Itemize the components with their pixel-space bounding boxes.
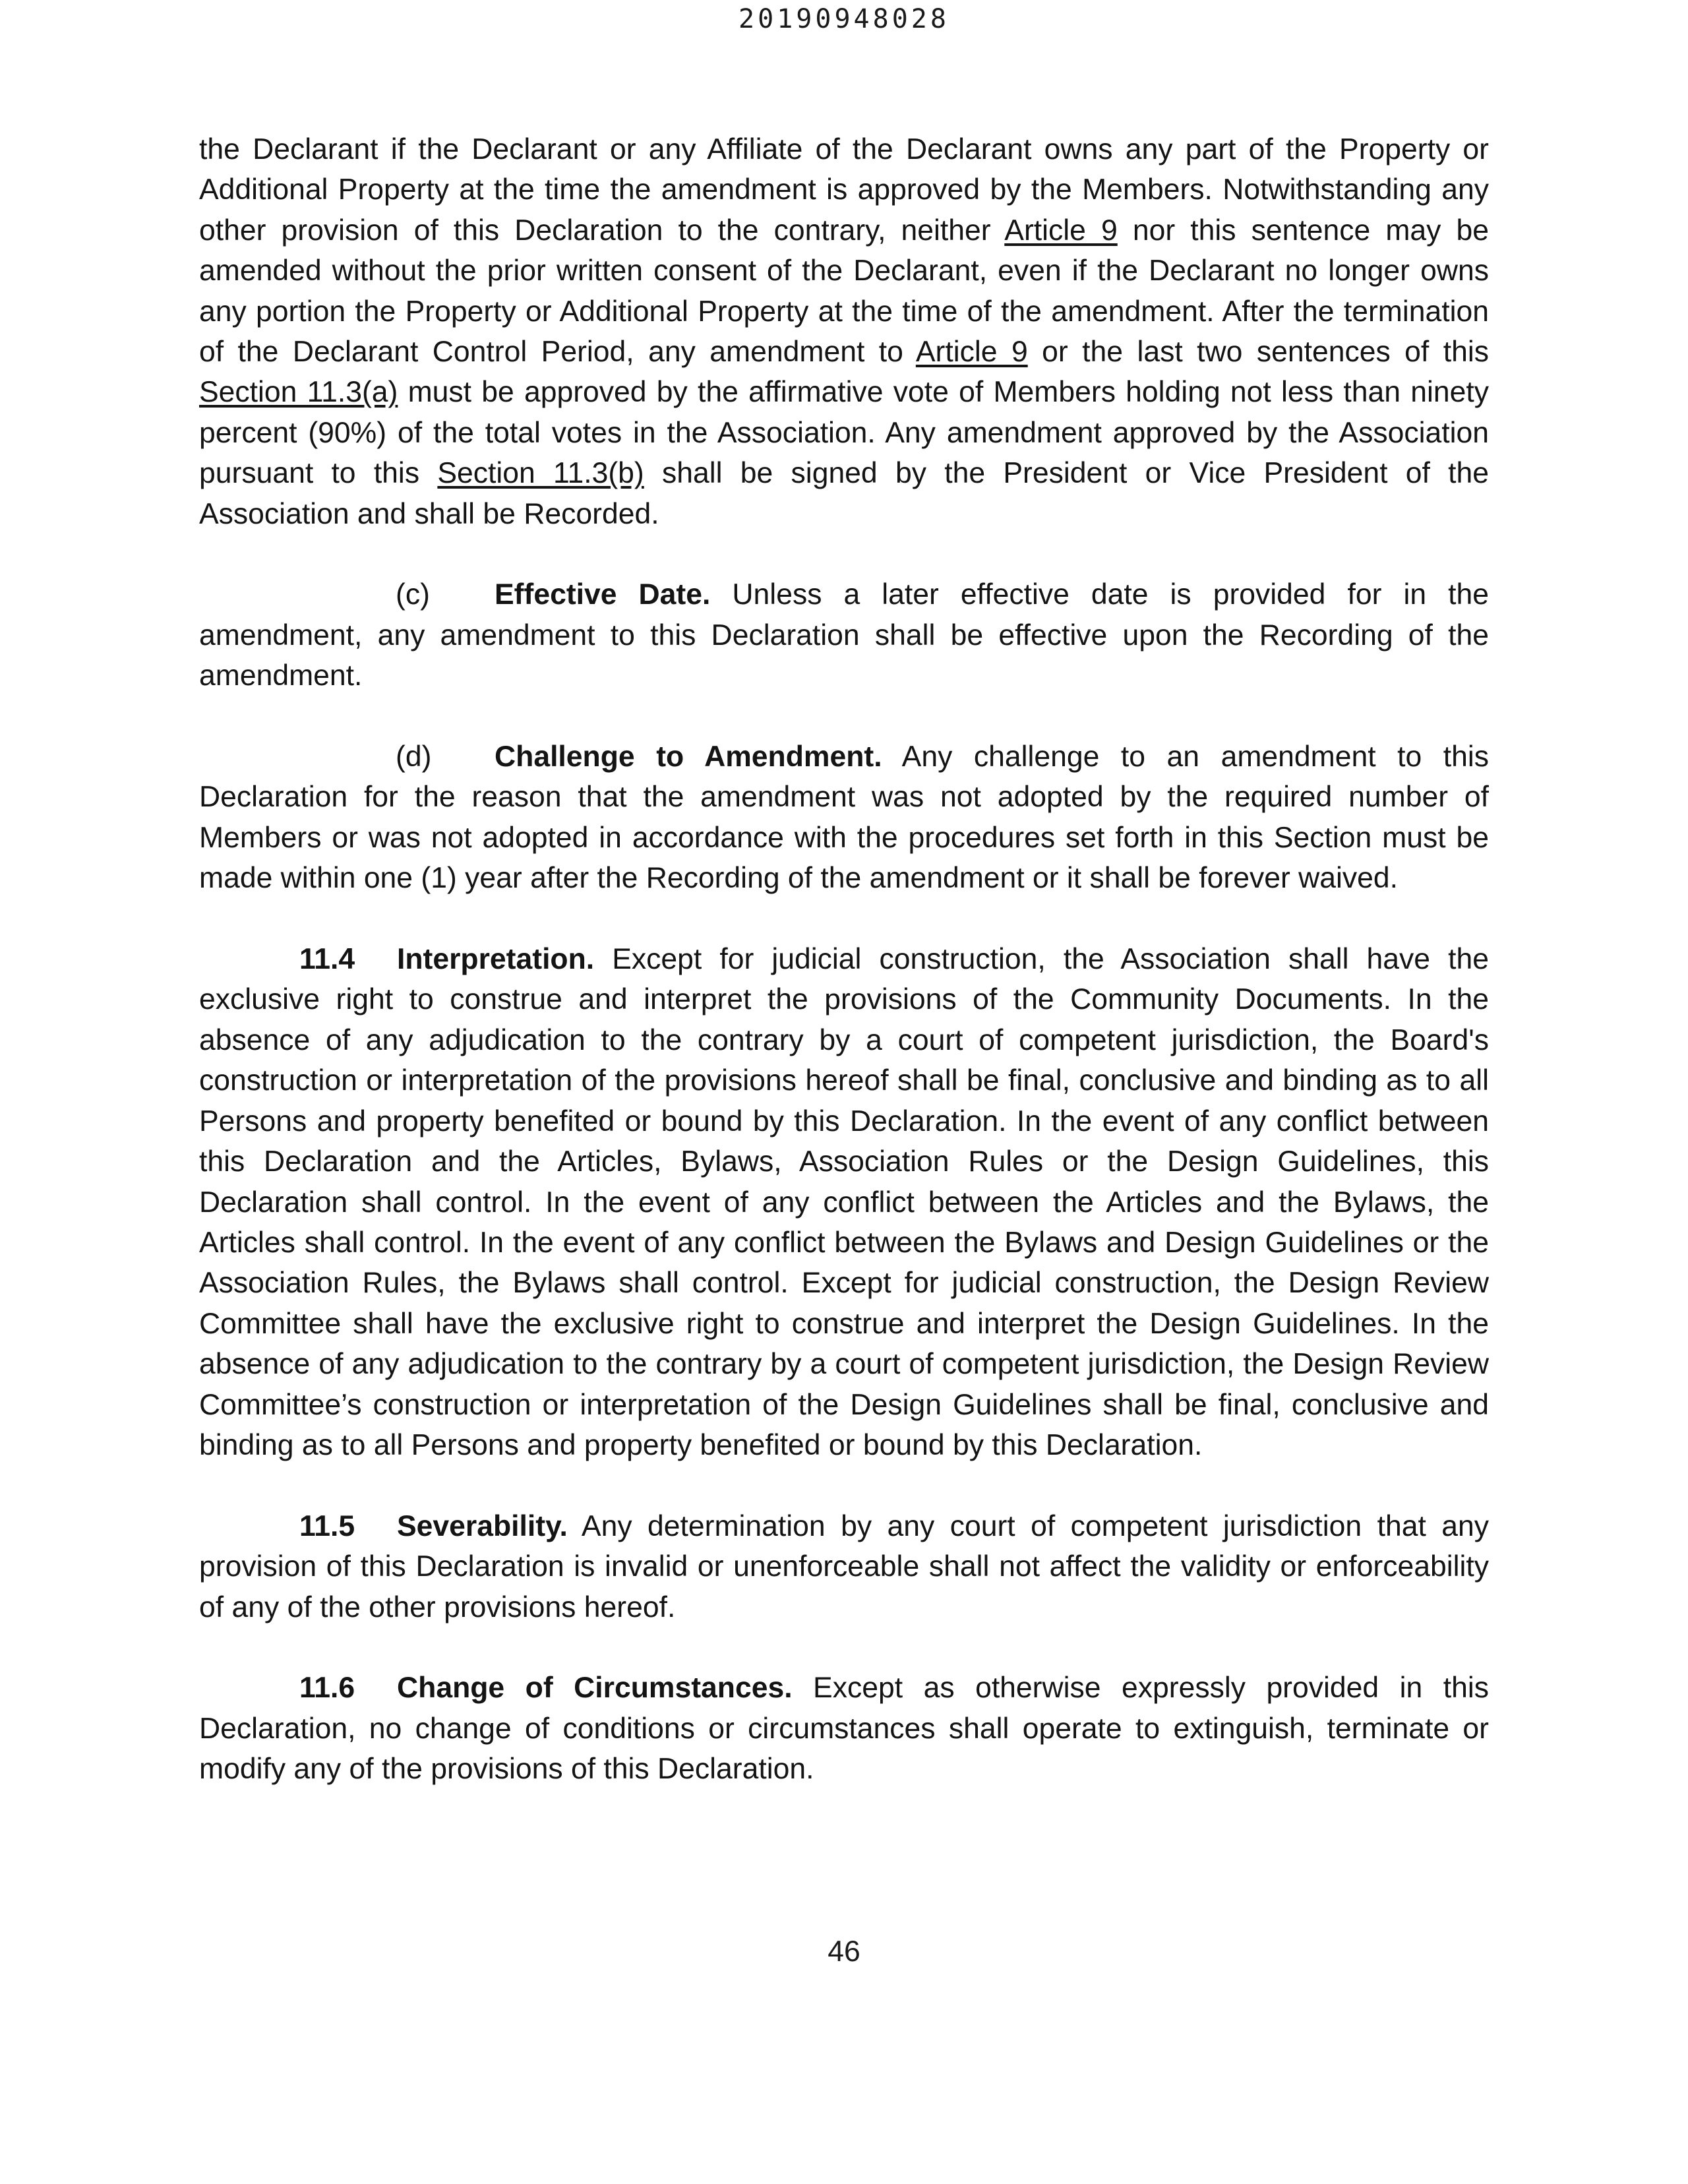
page-number: 46 bbox=[828, 1935, 860, 1968]
subsection-text: Any challenge to an amendment to this Declaration for the reason that the amendment was not adopted by the required number of Members or was not adopted in accordance with the procedures set forth in this Section must be made within one (1) year after the Recording of the amendment or it shall be forever waived. bbox=[199, 741, 1490, 895]
section-number: 11.5 bbox=[299, 1509, 355, 1542]
paragraph-text: shall be signed by the President or Vice President of the Association and shall be Recorded. bbox=[199, 457, 1489, 530]
section-text: Except as otherwise expressly provided in this Declaration, no change of conditions or circumstances shall operate to extinguish, terminate or modify any of the provisions of this Declaration. bbox=[199, 1672, 1489, 1786]
paragraph-text: must be approved by the affirmative vote of Members holding not less than ninety percent (90%) of the total votes in the Association. Any amendment approved by the Association pursuant to this bbox=[199, 376, 1489, 490]
subsection-effective-date bbox=[199, 574, 1489, 696]
subsection-heading: Effective Date. bbox=[495, 578, 711, 611]
section-number: 11.6 bbox=[299, 1672, 355, 1705]
subsection-heading: Challenge to Amendment. bbox=[495, 741, 882, 774]
section-change-of-circumstances bbox=[199, 1668, 1489, 1789]
subsection-challenge-to-amendment bbox=[199, 737, 1489, 899]
paragraph-text: or the last two sentences of this bbox=[1027, 336, 1489, 369]
paragraph-text: nor this sentence may be amended without the prior written consent of the Declarant, even if the Declarant no longer owns any portion the Property or Additional Property at the time of the amendment. After the termination of the Declarant Control Period, any amendment to bbox=[199, 214, 1490, 369]
subsection-label: (c) bbox=[396, 578, 430, 611]
document-number: 20190948028 bbox=[738, 4, 950, 34]
section-number: 11.4 bbox=[299, 943, 355, 976]
article-9-reference: Article 9 bbox=[915, 336, 1028, 369]
section-heading: Change of Circumstances. bbox=[397, 1672, 793, 1705]
paragraph-amendment-approval bbox=[199, 129, 1489, 534]
document-body bbox=[199, 129, 1489, 1790]
paragraph-text: the Declarant if the Declarant or any Affiliate of the Declarant owns any part of the Property or Additional Property at the time the amendment is approved by the Members. Notwithstanding any other provision of this Declaration to the contrary, neither bbox=[199, 133, 1489, 247]
subsection-label: (d) bbox=[396, 741, 432, 774]
subsection-text: Unless a later effective date is provided for in the amendment, any amendment to this Declaration shall be effective upon the Recording of the amendment. bbox=[199, 578, 1489, 692]
section-heading: Interpretation. bbox=[397, 943, 595, 976]
section-text: Except for judicial construction, the Association shall have the exclusive right to construe and interpret the provisions of the Community Documents. In the absence of any adjudication to the contrary by a court of competent jurisdiction, the Board's construction or interpretation of the provisions hereof shall be final, conclusive and binding as to all Persons and property benefited or bound by this Declaration. In the event of any conflict between this Declaration and the Articles, Bylaws, Association Rules or the Design Guidelines, this Declaration shall control. In the event of any conflict between the Articles and the Bylaws, the Articles shall control. In the event of any conflict between the Bylaws and Design Guidelines or the Association Rules, the Bylaws shall control. Except for judicial construction, the Design Review Committee shall have the exclusive right to construe and interpret the Design Guidelines. In the absence of any adjudication to the contrary by a court of competent jurisdiction, the Design Review Committee’s construction or interpretation of the Design Guidelines shall be final, conclusive and binding as to all Persons and property benefited or bound by this Declaration. bbox=[199, 943, 1489, 1461]
section-severability bbox=[199, 1506, 1489, 1627]
section-text: Any determination by any court of competent jurisdiction that any provision of this Declaration is invalid or unenforceable shall not affect the validity or enforceability of any of the other provisions hereof. bbox=[199, 1509, 1489, 1623]
section-11-3a-reference: Section 11.3(a) bbox=[199, 376, 398, 409]
section-heading: Severability. bbox=[397, 1509, 568, 1542]
section-11-3b-reference: Section 11.3(b) bbox=[437, 457, 644, 490]
article-9-reference: Article 9 bbox=[1004, 214, 1118, 247]
section-interpretation bbox=[199, 939, 1489, 1465]
